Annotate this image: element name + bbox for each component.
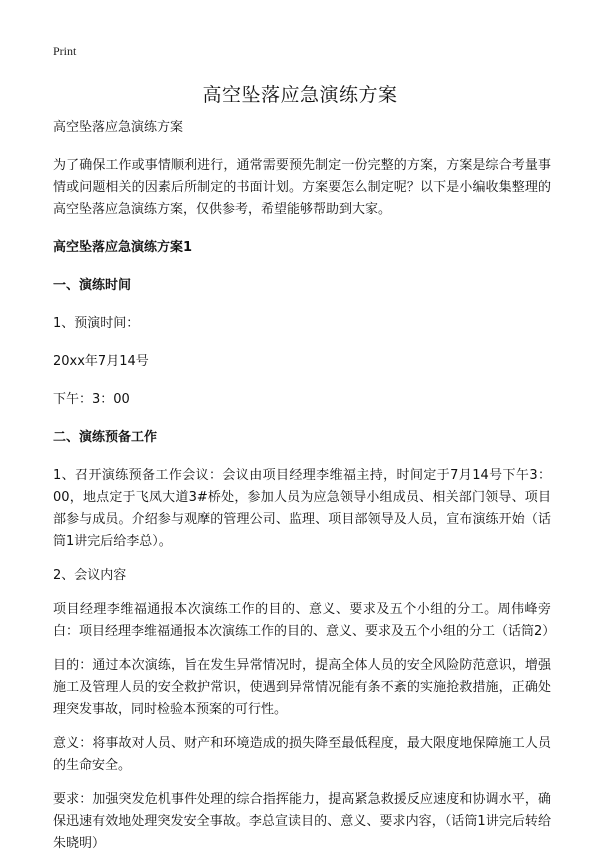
heading-prep-work: 二、演练预备工作 (53, 430, 158, 445)
print-link[interactable]: Print (53, 44, 77, 58)
intro-paragraph: 为了确保工作或事情顺利进行，通常需要预先制定一份完整的方案，方案是综合考量事情或问题相关的因素后所制定的书面计划。方案要怎么制定呢？以下是小编收集整理的高空坠落应急演练方案，仅供参考，希望能够帮助到大家。 (53, 158, 551, 217)
requirements-paragraph: 要求：加强突发危机事件处理的综合指挥能力，提高紧急救援反应速度和协调水平，确保迅速有效地处理突发安全事故。李总宣读目的、意义、要求内容，（话筒1讲完后转给朱晓明） (53, 792, 551, 851)
report-paragraph: 项目经理李维福通报本次演练工作的目的、意义、要求及五个小组的分工。周伟峰旁白：项目经理李维福通报本次演练工作的目的、意义、要求及五个小组的分工（话筒2） (53, 602, 556, 639)
article-body (53, 117, 556, 855)
rehearsal-afternoon: 下午：3：00 (53, 392, 130, 407)
page-title: 高空坠落应急演练方案 (202, 84, 398, 106)
meeting-paragraph: 1、召开演练预备工作会议：会议由项目经理李维福主持，时间定于7月14号下午3：00，地点定于飞凤大道3#桥处，参加人员为应急领导小组成员、相关部门领导、项目部参与成员。介绍参与观摩的管理公司、监理、项目部领导及人员，宣布演练开始（话筒1讲完后给李总）。 (53, 468, 551, 549)
section-title: 高空坠落应急演练方案1 (53, 240, 193, 255)
subtitle: 高空坠落应急演练方案 (53, 120, 184, 135)
purpose-paragraph: 目的：通过本次演练，旨在发生异常情况时，提高全体人员的安全风险防范意识，增强施工及管理人员的安全救护常识，使遇到异常情况能有条不紊的实施抢救措施，正确处理突发事故，同时检验本预案的可行性。 (53, 658, 551, 717)
meeting-content-label: 2、会议内容 (53, 568, 127, 583)
rehearsal-date: 20xx年7月14号 (53, 354, 149, 369)
rehearsal-time-label: 1、预演时间： (53, 316, 140, 331)
significance-paragraph: 意义：将事故对人员、财产和环境造成的损失降至最低程度，最大限度地保障施工人员的生命安全。 (53, 736, 551, 773)
heading-drill-time: 一、演练时间 (53, 278, 132, 293)
